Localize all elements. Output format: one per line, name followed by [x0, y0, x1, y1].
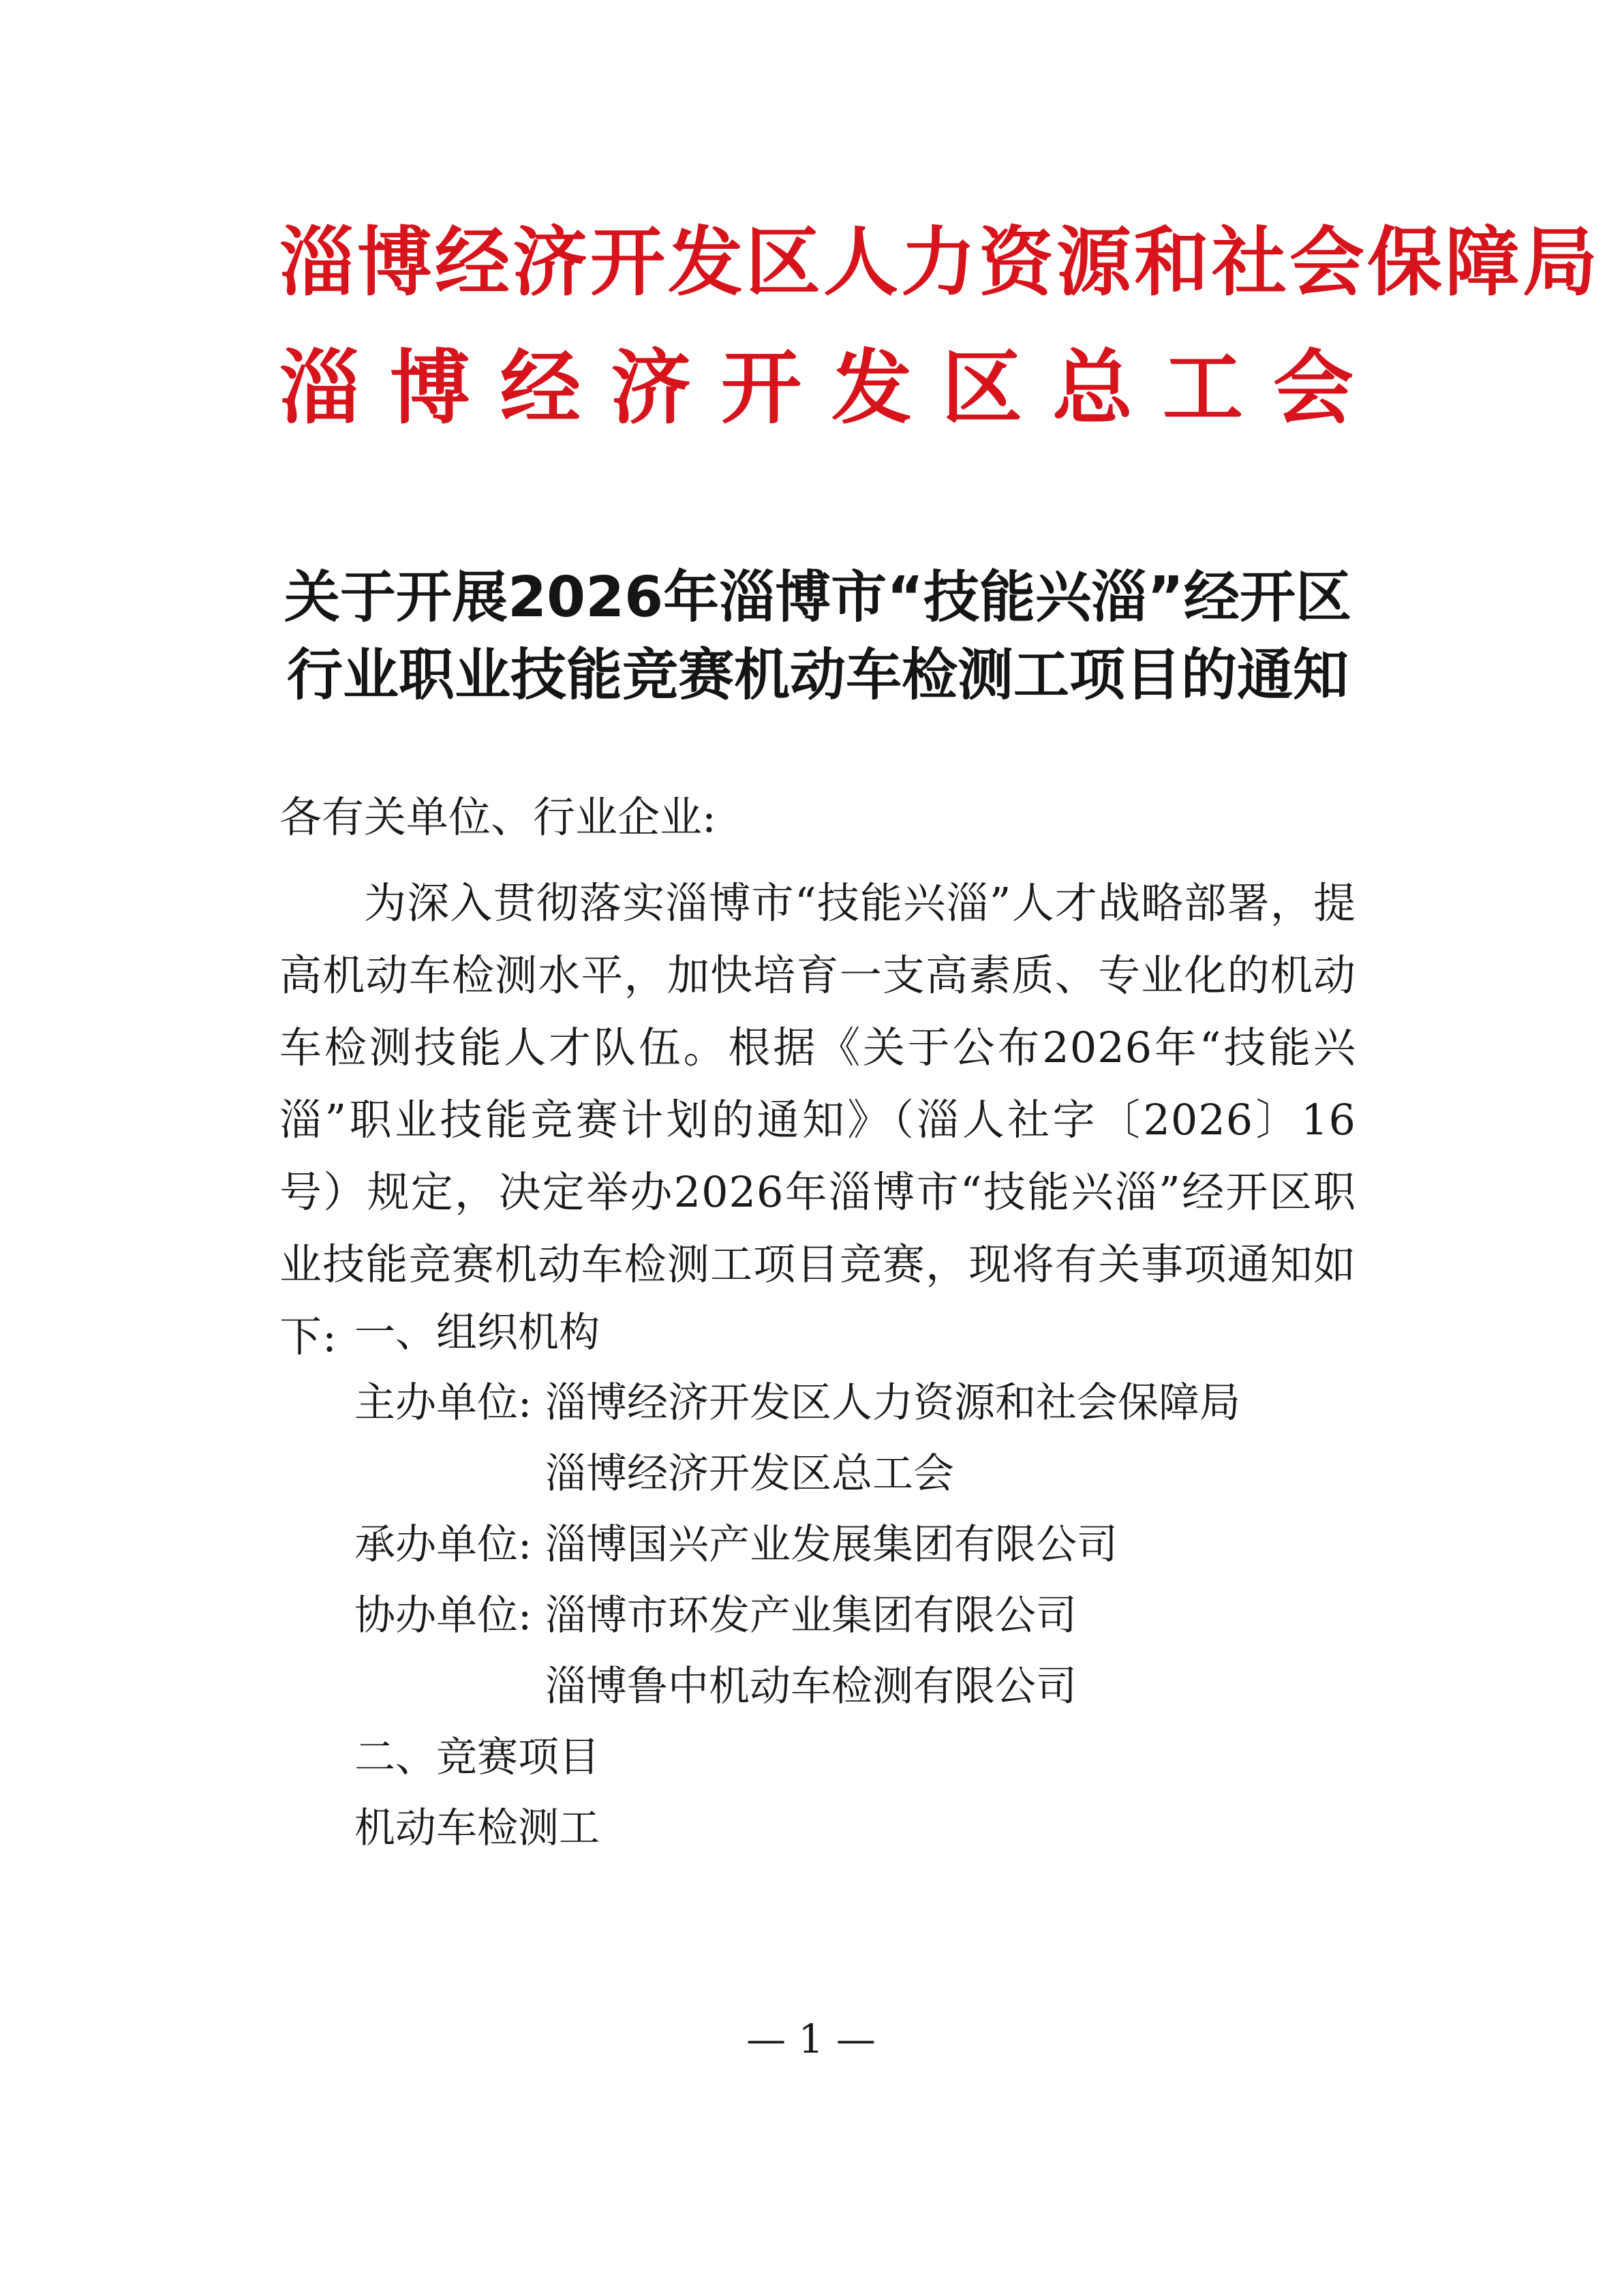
organizer-label: 承办单位: — [354, 1521, 532, 1569]
notice-title-line-1: 关于开展2026年淄博市“技能兴淄”经开区 — [284, 565, 1351, 630]
notice-title-line-2: 行业职业技能竞赛机动车检测工项目的通知 — [286, 643, 1349, 708]
intro-paragraph: 为深入贯彻落实淄博市“技能兴淄”人才战略部署，提高机动车检测水平，加快培育一支高素质、专业化的机动车检测技能人才队伍。根据《关于公布2026年“技能兴淄”职业技能竞赛计划的通知》（淄人社字〔2026〕16号）规定，决定举办2026年淄博市“技能兴淄”经开区职业技能竞赛机动车检测工项目竞赛，现将有关事项通知如下: — [279, 878, 1356, 1361]
host-org-2: 淄博经济开发区总工会 — [545, 1450, 954, 1498]
host-org-1: 淄博经济开发区人力资源和社会保障局 — [545, 1379, 1240, 1427]
co-organizer-org-2: 淄博鲁中机动车检测有限公司 — [545, 1663, 1077, 1710]
issuing-org-2: 淄博经济开发区总工会 — [279, 341, 1384, 435]
page-number: — 1 — — [746, 2016, 876, 2062]
issuing-org-1: 淄博经济开发区人力资源和社会保障局 — [279, 219, 1600, 306]
section-heading-organization: 一、组织机构 — [354, 1309, 600, 1357]
organizer-org: 淄博国兴产业发展集团有限公司 — [545, 1521, 1118, 1569]
co-organizer-org-1: 淄博市环发产业集团有限公司 — [545, 1592, 1077, 1640]
co-organizer-label: 协办单位: — [354, 1592, 532, 1640]
competition-item: 机动车检测工 — [354, 1804, 600, 1852]
section-heading-competition: 二、竞赛项目 — [354, 1734, 600, 1781]
host-label: 主办单位: — [354, 1379, 532, 1427]
salutation: 各有关单位、行业企业: — [279, 792, 716, 842]
